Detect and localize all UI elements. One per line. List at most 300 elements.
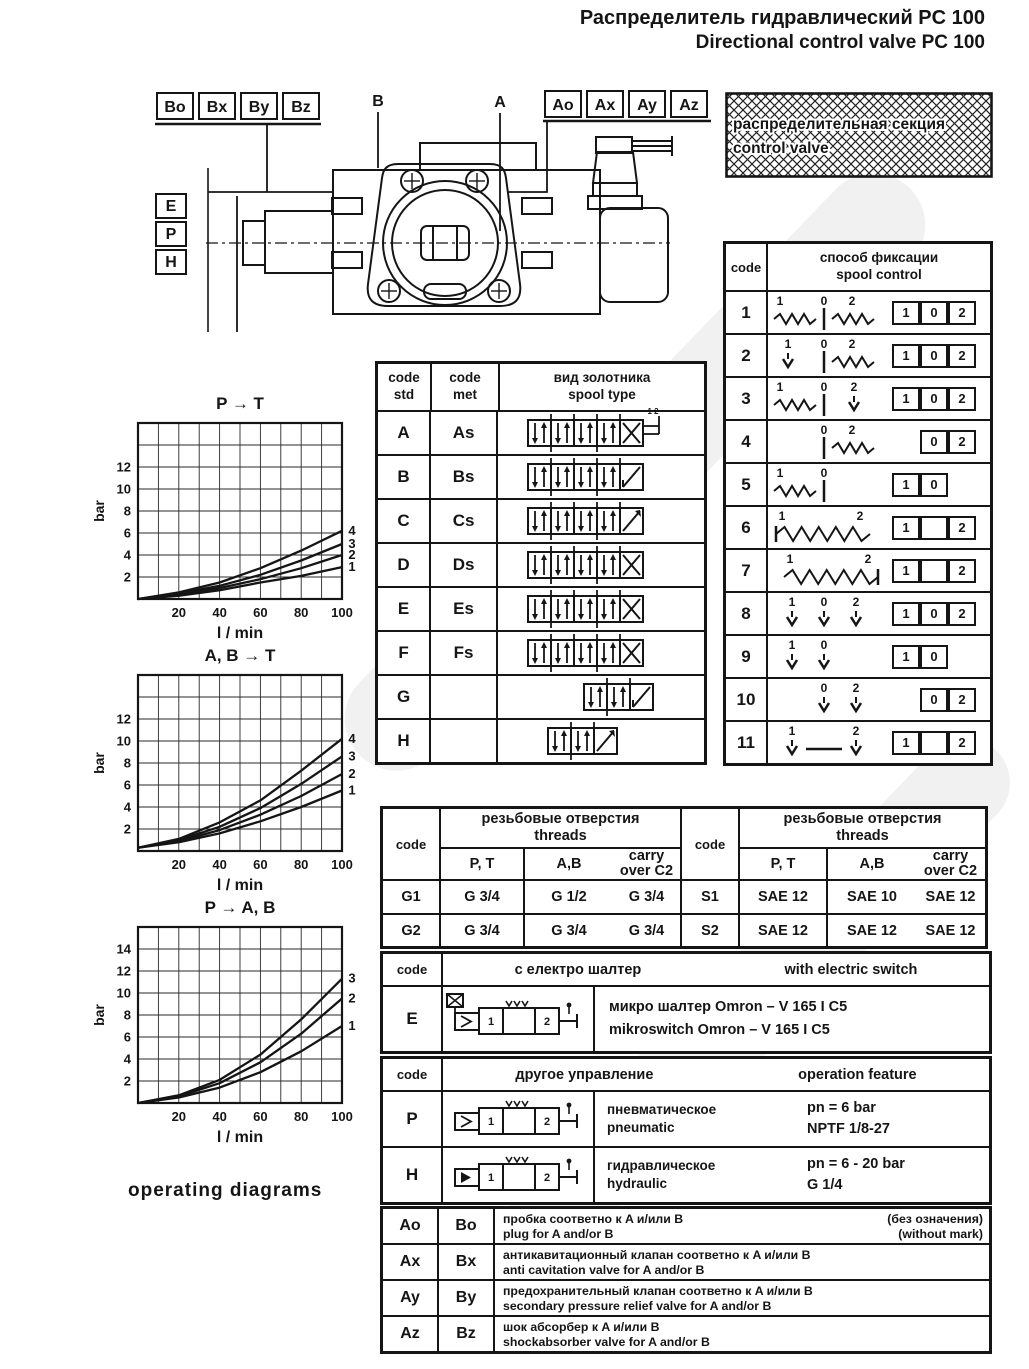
electric-switch-row [383,987,989,1051]
thread-value: G 3/4 [613,881,680,915]
svg-text:10: 10 [116,733,131,749]
option-code-a: Ay [383,1281,439,1315]
chart-canvas [92,645,378,897]
hydraulic-spec-2: G 1/4 [807,1177,843,1193]
svg-text:0: 0 [820,293,828,308]
microswitch-en: mikroswitch Omron – V 165 I C5 [609,1022,830,1038]
column-header-code: code [383,954,443,985]
svg-text:8: 8 [123,1007,131,1023]
svg-text:4: 4 [123,547,131,563]
svg-text:3: 3 [348,536,356,551]
a-option-label: Ao [552,97,574,114]
option-desc-ru: пробка соответно к A и/или B [503,1212,684,1226]
electric-switch-header [383,954,989,987]
spool-control-table [723,241,993,766]
b-option-label: Bo [164,99,186,116]
spool-control-code: 6 [726,507,768,548]
svg-text:1: 1 [776,379,784,394]
pneumatic-spec-1: pn = 6 bar [807,1099,876,1116]
position-box: 1 [892,516,920,540]
spool-schematic-symbol [498,500,704,542]
position-box: 1 [892,559,920,583]
pneumatic-spec-2: NPTF 1/8-27 [807,1121,890,1137]
svg-text:20: 20 [171,1109,187,1124]
svg-text:0: 0 [820,465,828,480]
electric-switch-symbol [443,992,593,1046]
position-boxes [892,344,977,368]
electric-code: E [383,987,443,1051]
spool-schematic-symbol [498,407,704,454]
operation-header-ru: другое управление [515,1066,654,1083]
position-box: 2 [948,559,976,583]
svg-text:80: 80 [293,857,309,872]
svg-text:1: 1 [784,336,792,351]
svg-text:A, B → T: A, B → T [204,646,276,665]
svg-text:0: 0 [820,379,828,394]
position-boxes [892,688,977,712]
spool-schematic-symbol [498,588,704,630]
section-box-english: control valve [733,140,829,157]
svg-text:2: 2 [864,551,872,566]
svg-text:0: 0 [820,680,828,695]
svg-text:12: 12 [116,459,131,475]
spool-control-code: 4 [726,421,768,462]
spool-code-std: C [378,500,431,542]
svg-text:2: 2 [123,821,131,837]
spool-type-header-en: spool type [568,387,636,402]
svg-text:P → T: P → T [216,394,264,413]
position-box [920,731,948,755]
option-desc-ru: антикавитационный клапан соответно к A и/или B [503,1248,811,1262]
spool-type-header: code std code met вид золотника spool type [378,364,704,412]
operating-diagram-p-ab [92,897,378,1149]
column-header-pt: P, T [740,849,828,881]
svg-text:1: 1 [786,551,794,566]
svg-text:bar: bar [91,752,107,774]
spool-schematic-symbol [498,456,704,498]
svg-text:2: 2 [852,680,860,695]
svg-text:1: 1 [778,508,786,523]
position-boxes [892,301,977,325]
svg-text:100: 100 [331,857,353,872]
svg-text:2: 2 [848,422,856,437]
option-code-b: Bz [439,1317,495,1351]
valve-body [243,143,668,314]
spool-control-symbol [768,508,892,548]
spool-control-row [726,335,990,378]
spool-code-std: E [378,588,431,630]
operating-diagrams-caption: operating diagrams [128,1180,323,1201]
svg-text:60: 60 [253,605,268,620]
operating-diagram-p-t [92,393,378,645]
svg-text:2: 2 [848,293,856,308]
thread-value: G 3/4 [441,881,525,915]
svg-text:2: 2 [543,1172,551,1184]
electric-header-en: with electric switch [784,961,918,978]
svg-text:2: 2 [348,547,356,562]
svg-text:1: 1 [776,465,784,480]
svg-text:2: 2 [123,1073,131,1089]
position-box: 1 [892,473,920,497]
column-header-code-met: code [449,370,481,386]
position-box: 2 [948,602,976,626]
pneumatic-operator-symbol [443,1092,593,1146]
thread-value: SAE 12 [916,881,985,915]
threads-table-sae: code резьбовые отверстия threads P, T A,B carry over C2 S1 SAE 12 SAE 10 SAE 12 S2 SAE 12 SAE 12 SAE 12 [680,809,985,946]
b-option-label: Bz [291,99,311,116]
operation-header-en: operation feature [798,1066,917,1083]
thread-value: SAE 12 [740,881,828,915]
spool-control-row [726,292,990,335]
spool-code-met [431,720,498,762]
position-boxes [892,516,977,540]
spool-control-row [726,507,990,550]
spool-control-row [726,464,990,507]
spool-code-met: As [431,412,498,454]
threads-table [380,806,988,949]
svg-text:2: 2 [848,336,856,351]
position-box: 0 [920,645,948,669]
position-boxes [892,430,977,454]
svg-text:0: 0 [820,336,828,351]
svg-text:1: 1 [788,637,796,652]
column-header-code: code [726,244,768,290]
svg-text:l / min: l / min [216,1129,264,1146]
spool-code-std: B [378,456,431,498]
option-code-a: Ao [383,1209,439,1243]
spool-code-met: Fs [431,632,498,674]
position-box: 0 [920,430,948,454]
option-row-relief [383,1281,989,1317]
mounting-flange [368,164,521,306]
position-box: 2 [948,430,976,454]
option-code-a: Az [383,1317,439,1351]
operation-code: P [383,1092,443,1146]
spool-control-header-ru: способ фиксации [819,250,939,266]
hydraulic-en: hydraulic [607,1176,668,1191]
option-code-b: Bo [439,1209,495,1243]
spool-control-header [726,244,990,292]
position-box [920,516,948,540]
spool-type-header-ru: вид золотника [553,370,651,386]
svg-text:40: 40 [212,605,227,620]
hydraulic-operator-symbol [443,1148,593,1202]
spool-control-code: 5 [726,464,768,505]
spool-type-row [378,720,704,762]
spool-schematic-symbol [498,720,704,762]
svg-text:1: 1 [487,1116,495,1128]
position-box: 2 [948,516,976,540]
svg-text:1: 1 [348,559,356,575]
spool-type-row [378,676,704,720]
control-type-label: H [165,254,177,271]
position-box: 2 [948,688,976,712]
position-box: 2 [948,301,976,325]
chart-canvas [92,897,378,1149]
thread-value: G 3/4 [441,915,525,946]
svg-text:2: 2 [543,1116,551,1128]
svg-text:100: 100 [331,1109,353,1124]
position-boxes [892,731,977,755]
position-boxes [892,473,977,497]
spool-control-row [726,378,990,421]
spool-schematic-symbol [498,676,704,718]
svg-text:8: 8 [123,755,131,771]
svg-text:1: 1 [348,782,356,798]
position-box: 0 [920,602,948,626]
b-option-label: By [248,99,270,116]
option-row-anticavitation [383,1245,989,1281]
svg-text:0: 0 [820,422,828,437]
option-code-b: Bx [439,1245,495,1279]
option-desc-en: anti cavitation valve for A and/or B [503,1262,705,1277]
svg-text:1: 1 [348,1018,356,1033]
option-desc-ru: шок абсорбер к A и/или B [503,1320,660,1334]
svg-text:l / min: l / min [216,625,264,642]
section-box-russian: распределительная секция [733,116,946,133]
spool-control-symbol [768,594,892,634]
spool-code-std: D [378,544,431,586]
threads-table-metric: code резьбовые отверстия threads P, T A,B carry over C2 G1 G 3/4 G 1/2 G 3/4 G2 G 3/4 G 3/4 G 3/4 [383,809,680,946]
svg-text:80: 80 [293,605,309,620]
valve-technical-drawing [140,78,740,368]
svg-text:0: 0 [820,594,828,609]
hydraulic-spec-1: pn = 6 - 20 bar [807,1155,905,1172]
control-type-label: E [165,198,177,215]
position-box: 0 [920,387,948,411]
spool-code-met: Cs [431,500,498,542]
a-option-label: Az [679,97,699,114]
spool-code-std: G [378,676,431,718]
svg-text:12: 12 [116,711,131,727]
svg-text:40: 40 [212,857,227,872]
option-row-shockabsorber [383,1317,989,1351]
svg-text:100: 100 [331,605,353,620]
position-box: 1 [892,301,920,325]
spool-control-symbol [768,465,892,505]
microswitch-ru: микро шалтер Omron – V 165 I C5 [609,998,848,1015]
spool-control-row [726,421,990,464]
svg-text:20: 20 [171,857,187,872]
option-desc-en: plug for A and/or B [503,1226,614,1241]
spool-control-code: 11 [726,722,768,763]
spool-code-std: H [378,720,431,762]
spool-code-met: Bs [431,456,498,498]
spool-control-header-en: spool control [836,267,922,282]
spool-control-row [726,722,990,763]
pneumatic-en: pneumatic [607,1120,675,1135]
title-russian: Распределитель гидравлический PC 100 [579,7,985,29]
position-box: 1 [892,602,920,626]
svg-text:0: 0 [820,637,828,652]
position-box: 2 [948,387,976,411]
svg-text:3: 3 [348,748,356,764]
spool-control-code: 7 [726,550,768,591]
svg-text:3: 3 [348,970,356,986]
column-header-code: code [383,1059,443,1090]
option-row-plug: Ao Bo пробка соответно к A и/или B (без означения) plug for A and/or B (without mark) [383,1209,989,1245]
spool-control-row [726,636,990,679]
spool-control-symbol [768,336,892,376]
position-box: 0 [920,688,948,712]
svg-text:60: 60 [253,1109,268,1124]
spool-control-symbol [768,637,892,677]
svg-text:1 2: 1 2 [647,407,659,416]
column-header-ab: A,B [828,849,916,881]
spool-type-row [378,407,704,456]
spool-control-code: 8 [726,593,768,634]
svg-text:2: 2 [852,723,860,738]
thread-code: S1 [682,881,740,915]
title-english: Directional control valve PC 100 [695,32,985,53]
operation-row-hydraulic [383,1148,989,1202]
spool-control-symbol [768,422,892,462]
spool-code-std: A [378,412,431,454]
position-box: 0 [920,344,948,368]
thread-value: SAE 10 [828,881,916,915]
svg-text:2: 2 [123,569,131,585]
spool-type-row [378,544,704,588]
svg-text:12: 12 [116,963,131,979]
svg-text:4: 4 [348,522,356,538]
svg-text:2: 2 [543,1016,551,1028]
operation-code: H [383,1148,443,1202]
svg-text:10: 10 [116,481,131,497]
page-title [470,6,985,55]
position-box: 1 [892,645,920,669]
svg-text:1: 1 [788,723,796,738]
a-option-label: Ay [637,97,657,114]
svg-text:8: 8 [123,503,131,519]
svg-text:1: 1 [487,1172,495,1184]
svg-text:4: 4 [123,1051,131,1067]
operation-feature-header [383,1059,989,1092]
svg-text:l / min: l / min [216,877,264,894]
spool-control-code: 2 [726,335,768,376]
svg-text:4: 4 [123,799,131,815]
position-box: 2 [948,344,976,368]
column-header-code: code [682,809,740,881]
spool-control-code: 9 [726,636,768,677]
spool-control-symbol [768,723,892,763]
thread-value: SAE 12 [847,922,897,939]
spool-code-met [431,676,498,718]
svg-text:6: 6 [123,777,131,793]
column-header-carry: carry over C2 [916,849,985,881]
svg-text:6: 6 [123,1029,131,1045]
column-header-code: code [383,809,441,881]
column-header-ab: A,B [525,849,613,881]
option-code-a: Ax [383,1245,439,1279]
svg-text:1: 1 [788,594,796,609]
svg-text:2: 2 [856,508,864,523]
spool-code-met: Es [431,588,498,630]
svg-text:40: 40 [212,1109,227,1124]
spool-control-row [726,679,990,722]
svg-text:80: 80 [293,1109,309,1124]
position-box: 2 [948,731,976,755]
option-desc-en: shockabsorber valve for A and/or B [503,1334,710,1349]
svg-text:bar: bar [91,500,107,522]
spool-control-symbol [768,551,892,591]
thread-code: S2 [682,915,740,946]
spool-type-row [378,500,704,544]
svg-text:10: 10 [116,985,131,1001]
option-code-b: By [439,1281,495,1315]
svg-text:2: 2 [850,379,858,394]
column-header-pt: P, T [441,849,525,881]
svg-text:P → A, B: P → A, B [204,898,276,917]
a-option-label: Ax [594,97,616,114]
position-boxes [892,559,977,583]
position-box: 0 [920,301,948,325]
position-box: 1 [892,344,920,368]
svg-text:2: 2 [348,990,356,1006]
spool-control-symbol [768,293,892,333]
chart-canvas [92,393,378,645]
spool-type-row [378,588,704,632]
position-box: 1 [892,731,920,755]
spool-code-met: Ds [431,544,498,586]
port-a-label: A [494,94,506,111]
svg-text:4: 4 [348,730,356,746]
port-options-table [380,1206,992,1354]
spool-type-row [378,632,704,676]
option-desc-ru: предохранительный клапан соответно к A и/или B [503,1284,813,1298]
thread-value: G 1/2 [525,881,613,915]
position-boxes [892,645,977,669]
operation-feature-table [380,1056,992,1205]
svg-text:bar: bar [91,1004,107,1026]
spool-control-row [726,593,990,636]
position-box [920,559,948,583]
svg-text:2: 2 [348,766,356,781]
option-desc-en: secondary pressure relief valve for A and/or B [503,1298,772,1313]
spool-type-table [375,361,707,765]
thread-code: G2 [383,915,441,946]
pneumatic-ru: пневматическое [607,1102,717,1118]
operation-row-pneumatic [383,1092,989,1148]
spool-control-code: 3 [726,378,768,419]
position-boxes [892,387,977,411]
svg-text:1: 1 [487,1016,495,1028]
control-valve-section-box [725,92,993,178]
svg-text:60: 60 [253,857,268,872]
operating-diagram-ab-t [92,645,378,897]
column-header-carry: carry over C2 [613,849,680,881]
spool-schematic-symbol [498,632,704,674]
svg-text:20: 20 [171,605,187,620]
control-type-label: P [165,226,177,243]
column-header-code-std: code [388,370,420,386]
electric-header-ru: с електро шалтер [514,961,642,978]
position-boxes [892,602,977,626]
svg-text:1: 1 [776,293,784,308]
spool-control-symbol [768,379,892,419]
spool-code-std: F [378,632,431,674]
hydraulic-ru: гидравлическое [607,1158,716,1174]
svg-text:14: 14 [116,941,131,957]
thread-value: G 3/4 [551,922,587,939]
port-b-label: B [372,93,384,110]
thread-value: SAE 12 [740,915,828,946]
thread-code: G1 [383,881,441,915]
electric-switch-table [380,951,992,1054]
spool-control-row [726,550,990,593]
spool-type-row [378,456,704,500]
spool-schematic-symbol [498,544,704,586]
svg-text:6: 6 [123,525,131,541]
